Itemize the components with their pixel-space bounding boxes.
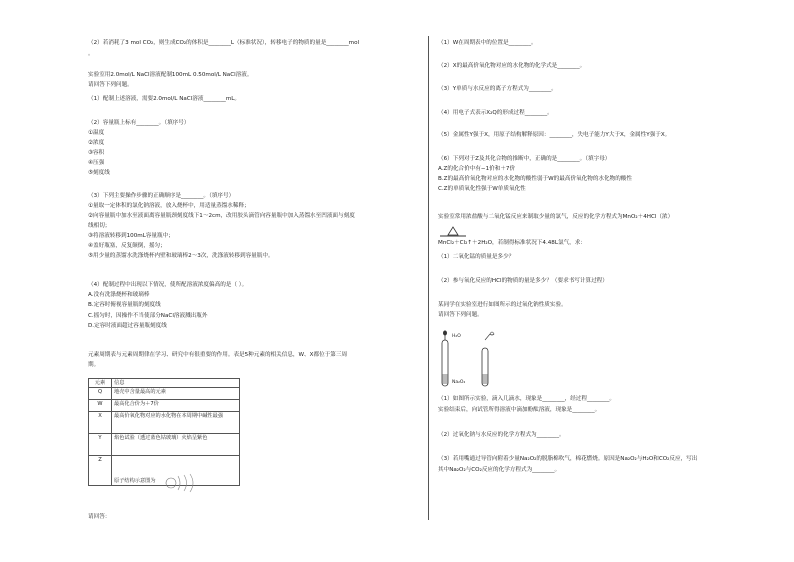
element-symbol-cell: W [89,400,112,412]
text-line: ②向容量瓶中加水至液面离容量瓶颈刻度线下1～2cm，改用胶头滴管向容量瓶中加入蒸馏水至凹液面与刻度 [88,213,355,219]
text-line: A.没有洗涤烧杯和玻璃棒 [88,292,150,298]
table-header [89,379,240,388]
element-symbol-cell: X [89,412,112,434]
experiment-apparatus-diagram [434,330,514,390]
text-line: （6）下列对于Z及其化合物的推断中，正确的是________。（填字母） [438,156,611,162]
text-line: 实验室常用浓盐酸与二氧化锰反应来制取少量的氯气，反应的化学方程式为MnO₂＋4HCl（浓） [438,214,674,220]
column-divider [428,36,429,520]
water-label: H₂O [452,334,461,339]
text-line: ④盖好瓶塞，反复颠倒，摇匀； [88,243,166,249]
table-row [89,434,240,456]
element-info-cell: 最高化合价为＋7价 [112,400,240,412]
text-line: 其中Na₂O₂与CO₂反应的化学方程式为________。 [438,467,561,473]
text-line: ⑤用少量的蒸馏水洗涤烧杯内壁和玻璃棒2～3次，洗涤液转移到容量瓶中。 [88,253,274,259]
text-line: ④压强 [88,160,105,166]
text-line: A.Z的化合价中有−1价和＋7价 [438,166,516,172]
text-line: ①温度 [88,130,105,136]
text-line: （2）若消耗了3 mol CO₂，则生成CO₂的体积是________L（标准状况），转移电子的物质的量是________mol [88,40,360,46]
element-info-cell: 最高价氧化物对应的水化物在本周期中碱性最强 [112,412,240,434]
text-line: C.摇匀时，因操作不当使部分NaCl溶液溅出瓶外 [88,313,208,319]
text-line: ③容积 [88,150,105,156]
text-line: ⑤刻度线 [88,170,110,176]
text-line: ③将溶液转移到100mL容量瓶中； [88,233,174,239]
element-symbol-cell: Z [89,456,112,486]
text-line: （1）如图所示实验，滴入几滴水，现象是________，经过程________。 [438,396,615,402]
text-line: 请回答下列问题。 [88,82,133,88]
text-line: （5）金属性Y强于X，用原子结构解释原因：________，失电子能力Y大于X，金属性Y强于X。 [438,132,671,138]
text-line: （3）下列主要操作步骤的正确顺序是________。（填序号） [88,193,235,199]
text-line: （1）W在周期表中的位置是________。 [438,40,537,46]
text-line: （3）若用嘴通过导管向附着少量Na₂O₂的脱脂棉吹气，棉花燃烧。原因是Na₂O₂与H₂O和CO₂反应，写出 [438,456,698,462]
text-line: B.Z的最高价氧化物对应的水化物的酸性弱于W的最高价氧化物的水化物的酸性 [438,176,632,182]
text-line: 实验室用2.0mol/L NaCl溶液配制100mL 0.50mol/L NaCl溶液。 [88,72,253,78]
sodium-peroxide-label: Na₂O₂ [452,380,466,385]
table-header-cell: 信息 [112,379,240,388]
text-line: 请回答： [88,514,111,520]
text-line: ②浓度 [88,140,105,146]
text-line: B.定容时俯视容量瓶的刻度线 [88,302,161,308]
text-line: ①量取一定体积的氯化钠溶液，放入烧杯中，用适量蒸馏水稀释； [88,203,250,209]
element-symbol-cell: Q [89,388,112,400]
element-info-cell: 原子结构示意图为 [112,456,240,486]
text-line: （1）二氧化锰的质量是多少？ [438,254,515,260]
table-row [89,400,240,412]
element-info-table [88,378,240,486]
text-line: （2）参与氧化反应的HCl的物质的量是多少？（要求书写计算过程） [438,278,608,284]
text-line: 线相切； [88,223,111,229]
element-symbol-cell: Y [89,434,112,456]
text-line: （3）Y单质与水反应的离子方程式为________。 [438,86,557,92]
text-line: 元素周期表与元素周期律在学习、研究中有很重要的作用。表是5种元素的相关信息，W、X都位于第三周 [88,352,348,358]
text-line: 期。 [88,362,100,368]
element-info-cell: 焰色试验（透过蓝色钴玻璃）火焰呈紫色 [112,434,240,456]
text-line: （2）过氧化钠与水反应的化学方程式为________。 [438,432,565,438]
text-line: 。 [88,51,94,57]
text-line: MnCl₂＋Cl₂↑＋2H₂O，若制得标准状况下4.48L氯气，求： [438,240,586,246]
text-line: 某同学在实验室进行如图所示的过氧化钠性质实验。 [438,302,567,308]
heating-condition-icon [438,224,468,238]
text-line: D.定容时液面超过容量瓶刻度线 [88,323,167,329]
table-row [89,412,240,434]
table-row [89,388,240,400]
atomic-structure-icon [162,472,198,494]
text-line: 实验结束后，向试管所得溶液中滴加酚酞溶液，现象是________。 [438,407,601,413]
text-line: 请回答下列问题。 [438,312,483,318]
text-line: （4）配制过程中出现以下情况，使所配溶液浓度偏高的是（ ）。 [88,282,248,288]
text-line: （4）用电子式表示X₂Q的形成过程________。 [438,110,553,116]
text-line: （2）容量瓶上标有________。（填序号） [88,120,190,126]
text-line: （1）配制上述溶液，需要2.0mol/L NaCl溶液________mL。 [88,96,240,102]
table-header-cell: 元素 [89,379,112,388]
text-line: （2）X的最高价氧化物对应的水化物的化学式是________。 [438,63,586,69]
element-info-cell: 地壳中含量最高的元素 [112,388,240,400]
text-line: C.Z的单质氧化性强于W单质氧化性 [438,186,526,192]
